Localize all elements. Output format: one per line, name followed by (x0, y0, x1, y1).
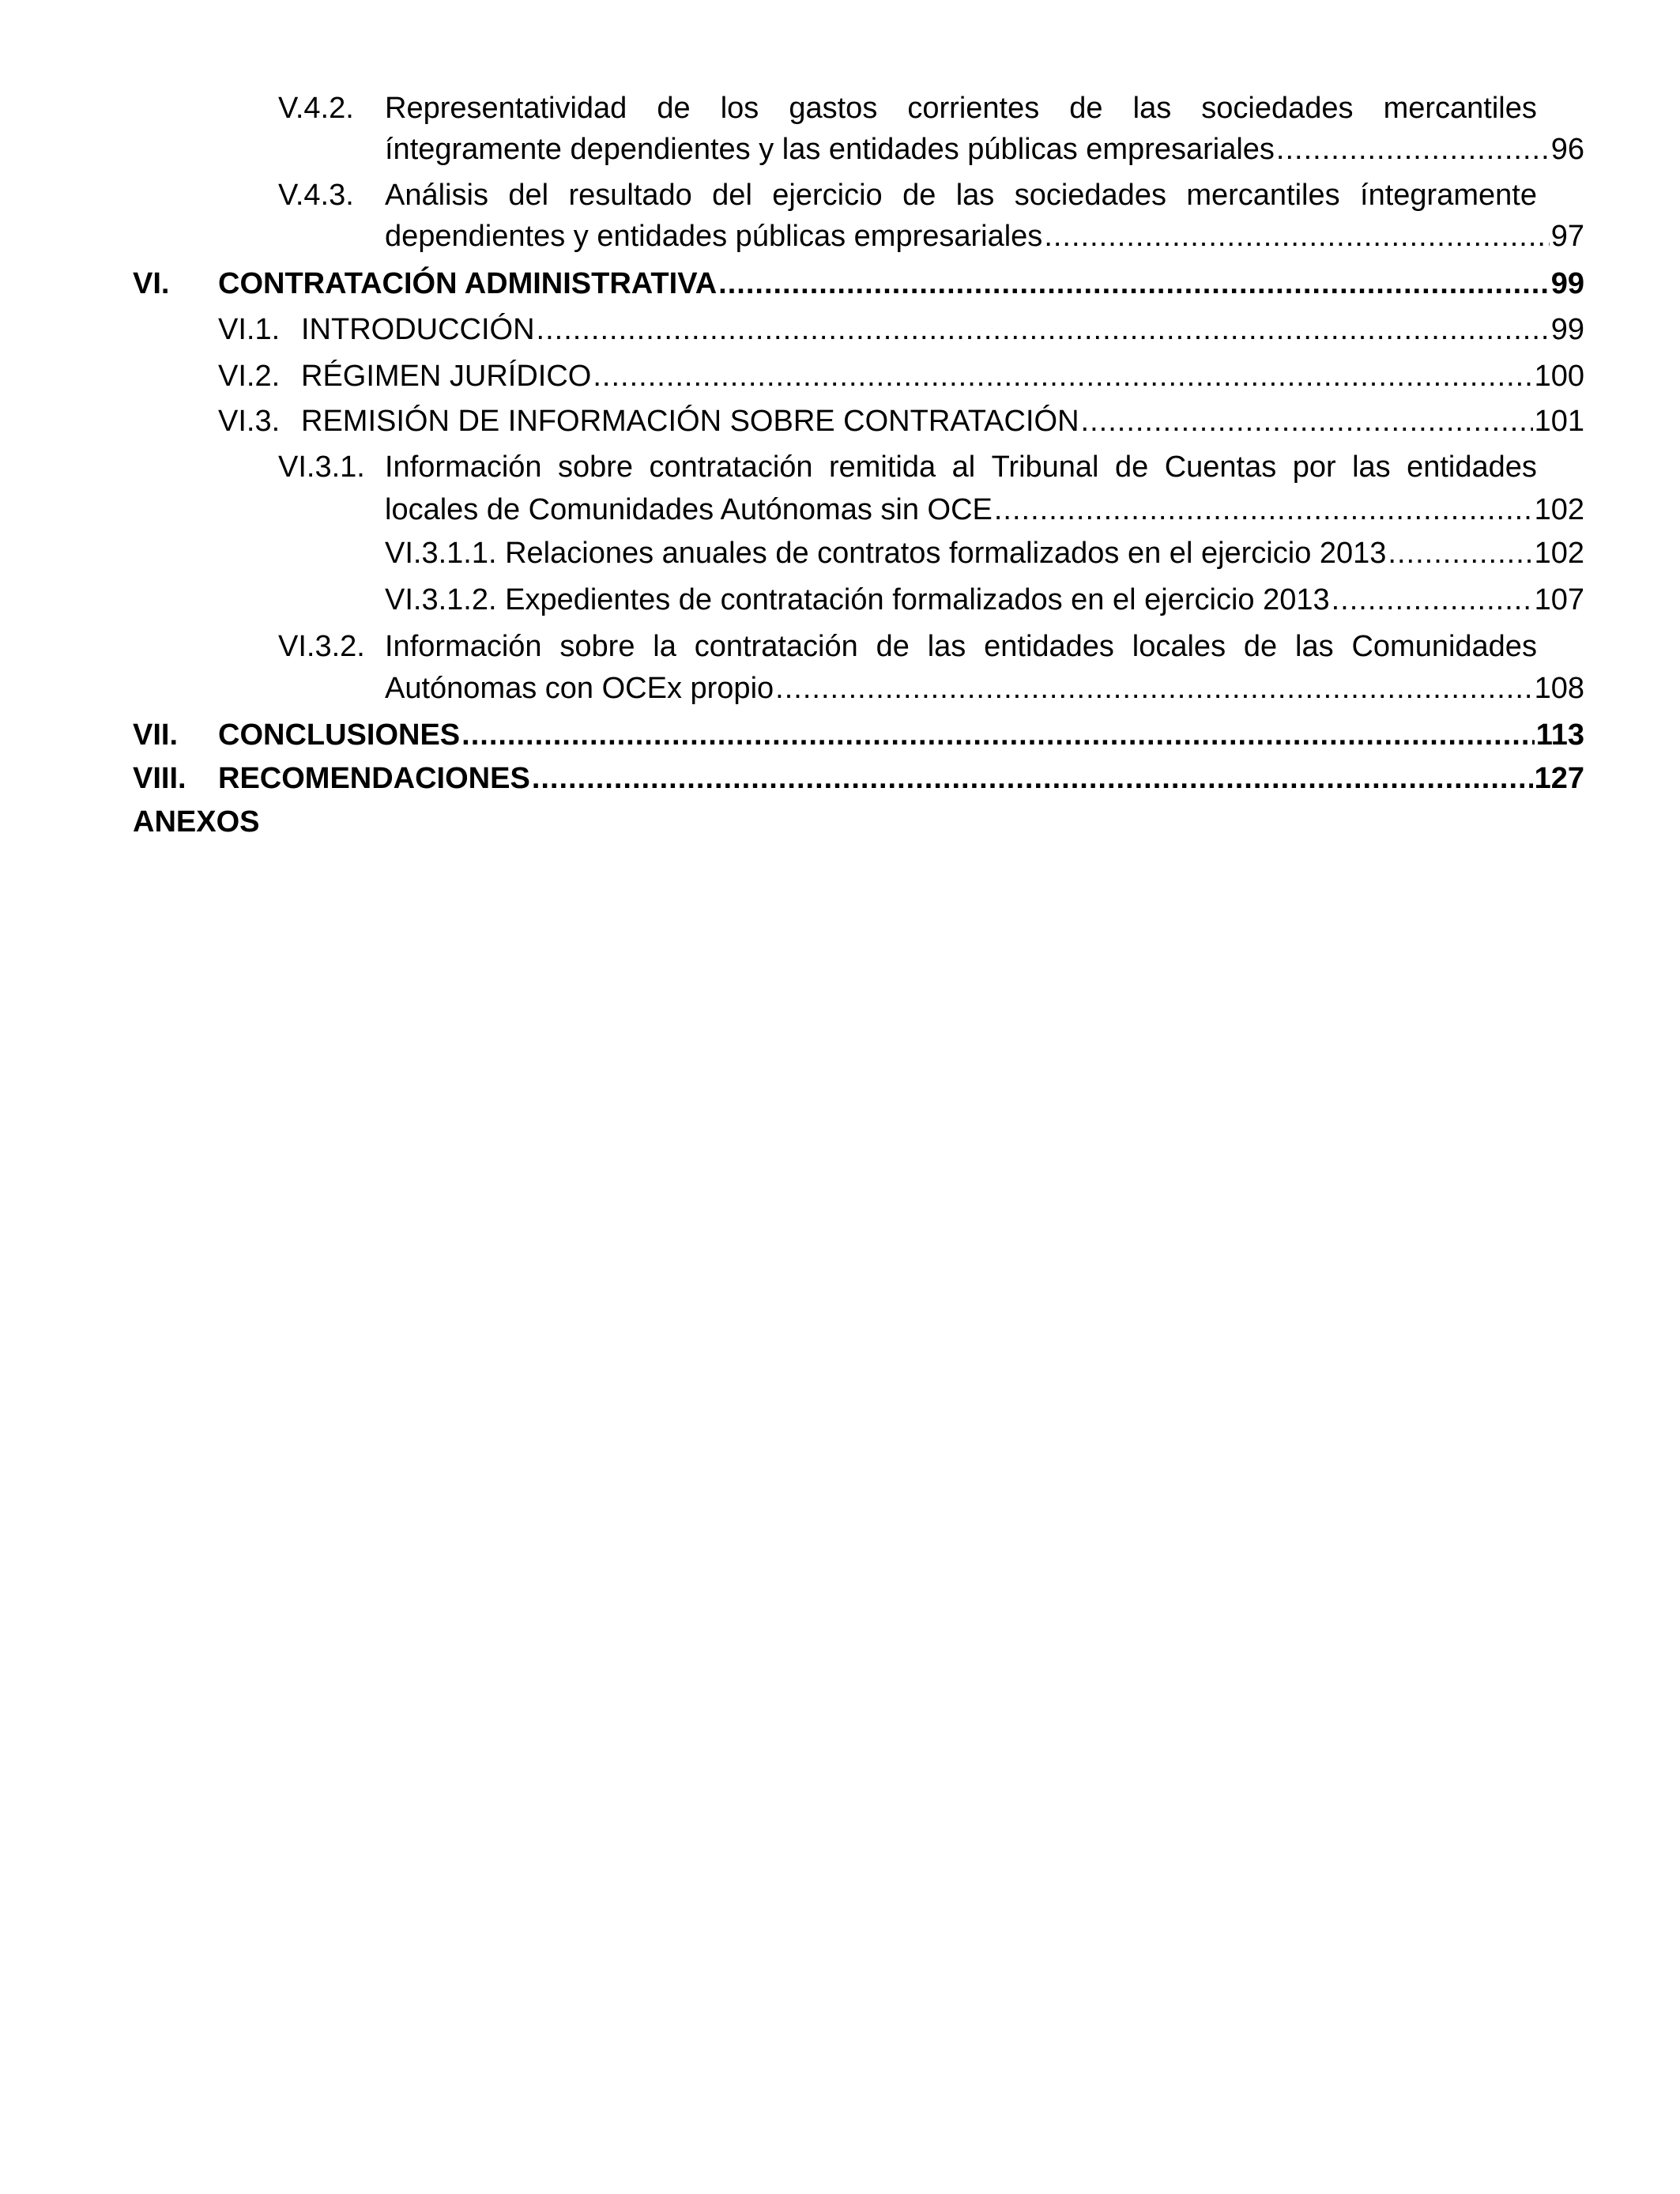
dot-leader (537, 310, 1550, 349)
toc-entry-title-text: INTRODUCCIÓN (301, 313, 535, 346)
toc-entry-title (385, 533, 1584, 573)
toc-entry-title (218, 264, 1584, 303)
toc-entry-page: 99 (1550, 313, 1584, 346)
toc-entry-number: V.4.2. (278, 92, 354, 125)
toc-entry-page: 102 (1534, 537, 1584, 570)
toc-entry-title-text: VI.3.1.2. Expedientes de contratación formalizados en el ejercicio 2013 (385, 583, 1330, 616)
toc-entry-number: VI.3.2. (278, 630, 365, 663)
toc-entry-title (301, 310, 1584, 349)
dot-leader (532, 759, 1533, 798)
toc-entry-title-line2 (385, 130, 1584, 169)
dot-leader (994, 490, 1533, 530)
toc-entry-title-text: CONTRATACIÓN ADMINISTRATIVA (218, 267, 718, 300)
toc-entry-page: 101 (1534, 405, 1584, 438)
toc-entry-number: VI. (133, 267, 170, 300)
toc-entry-number: VIII. (133, 762, 186, 795)
toc-entry-title-line1: Información sobre la contratación de las entidades locales de las Comunidades (385, 630, 1537, 663)
toc-entry-title-line2 (385, 490, 1584, 530)
toc-entry-page: 97 (1550, 220, 1584, 253)
dot-leader (461, 715, 1535, 755)
toc-entry-title (301, 356, 1584, 396)
toc-entry-title-text: VI.3.1.1. Relaciones anuales de contratos formalizados en el ejercicio 2013 (385, 537, 1387, 570)
toc-entry-number: VI.3. (218, 405, 281, 438)
toc-entry-title (218, 715, 1584, 755)
toc-entry-title-text: locales de Comunidades Autónomas sin OCE (385, 493, 993, 526)
toc-entry-title (385, 580, 1584, 620)
toc-entry-page: 127 (1534, 762, 1584, 795)
toc-entry-number: VII. (133, 718, 179, 752)
toc-entry-title-line2 (385, 669, 1584, 708)
dot-leader (775, 669, 1532, 708)
toc-entry-number: VI.3.1. (278, 450, 365, 484)
toc-entry-title-text: Autónomas con OCEx propio (385, 672, 774, 705)
toc-entry-title-line1: Información sobre contratación remitida al Tribunal de Cuentas por las entidades (385, 450, 1537, 484)
toc-entry-title (218, 759, 1584, 798)
toc-entry-number: V.4.3. (278, 179, 354, 212)
toc-entry-title-text: CONCLUSIONES (218, 718, 461, 752)
dot-leader (1276, 130, 1550, 169)
dot-leader (718, 264, 1550, 303)
dot-leader (1044, 217, 1549, 256)
toc-entry-number: VI.1. (218, 313, 281, 346)
toc-entry-title-text: íntegramente dependientes y las entidades públicas empresariales (385, 133, 1275, 166)
dot-leader (593, 356, 1532, 396)
toc-entry-title: ANEXOS (133, 805, 260, 839)
toc-entry-page: 113 (1535, 718, 1584, 752)
toc-entry-page: 107 (1534, 583, 1584, 616)
dot-leader (1332, 580, 1533, 620)
dot-leader (1388, 533, 1532, 573)
toc-entry-title-line2 (385, 217, 1584, 256)
dot-leader (1081, 401, 1533, 441)
toc-entry-title-text: RÉGIMEN JURÍDICO (301, 360, 592, 393)
toc-entry-page: 108 (1534, 672, 1584, 705)
toc-entry-title-line1: Análisis del resultado del ejercicio de las sociedades mercantiles íntegramente (385, 179, 1537, 212)
toc-entry-title (301, 401, 1584, 441)
toc-entry-title-line1: Representatividad de los gastos corrientes de las sociedades mercantiles (385, 92, 1537, 125)
toc-entry-title-text: RECOMENDACIONES (218, 762, 530, 795)
toc-entry-title-text: dependientes y entidades públicas empresariales (385, 220, 1043, 253)
toc-entry-page: 100 (1534, 360, 1584, 393)
toc-entry-page: 99 (1550, 267, 1584, 300)
toc-entry-page: 96 (1550, 133, 1584, 166)
toc-entry-title-text: REMISIÓN DE INFORMACIÓN SOBRE CONTRATACIÓN (301, 405, 1079, 438)
toc-entry-page: 102 (1534, 493, 1584, 526)
toc-entry-number: VI.2. (218, 360, 281, 393)
